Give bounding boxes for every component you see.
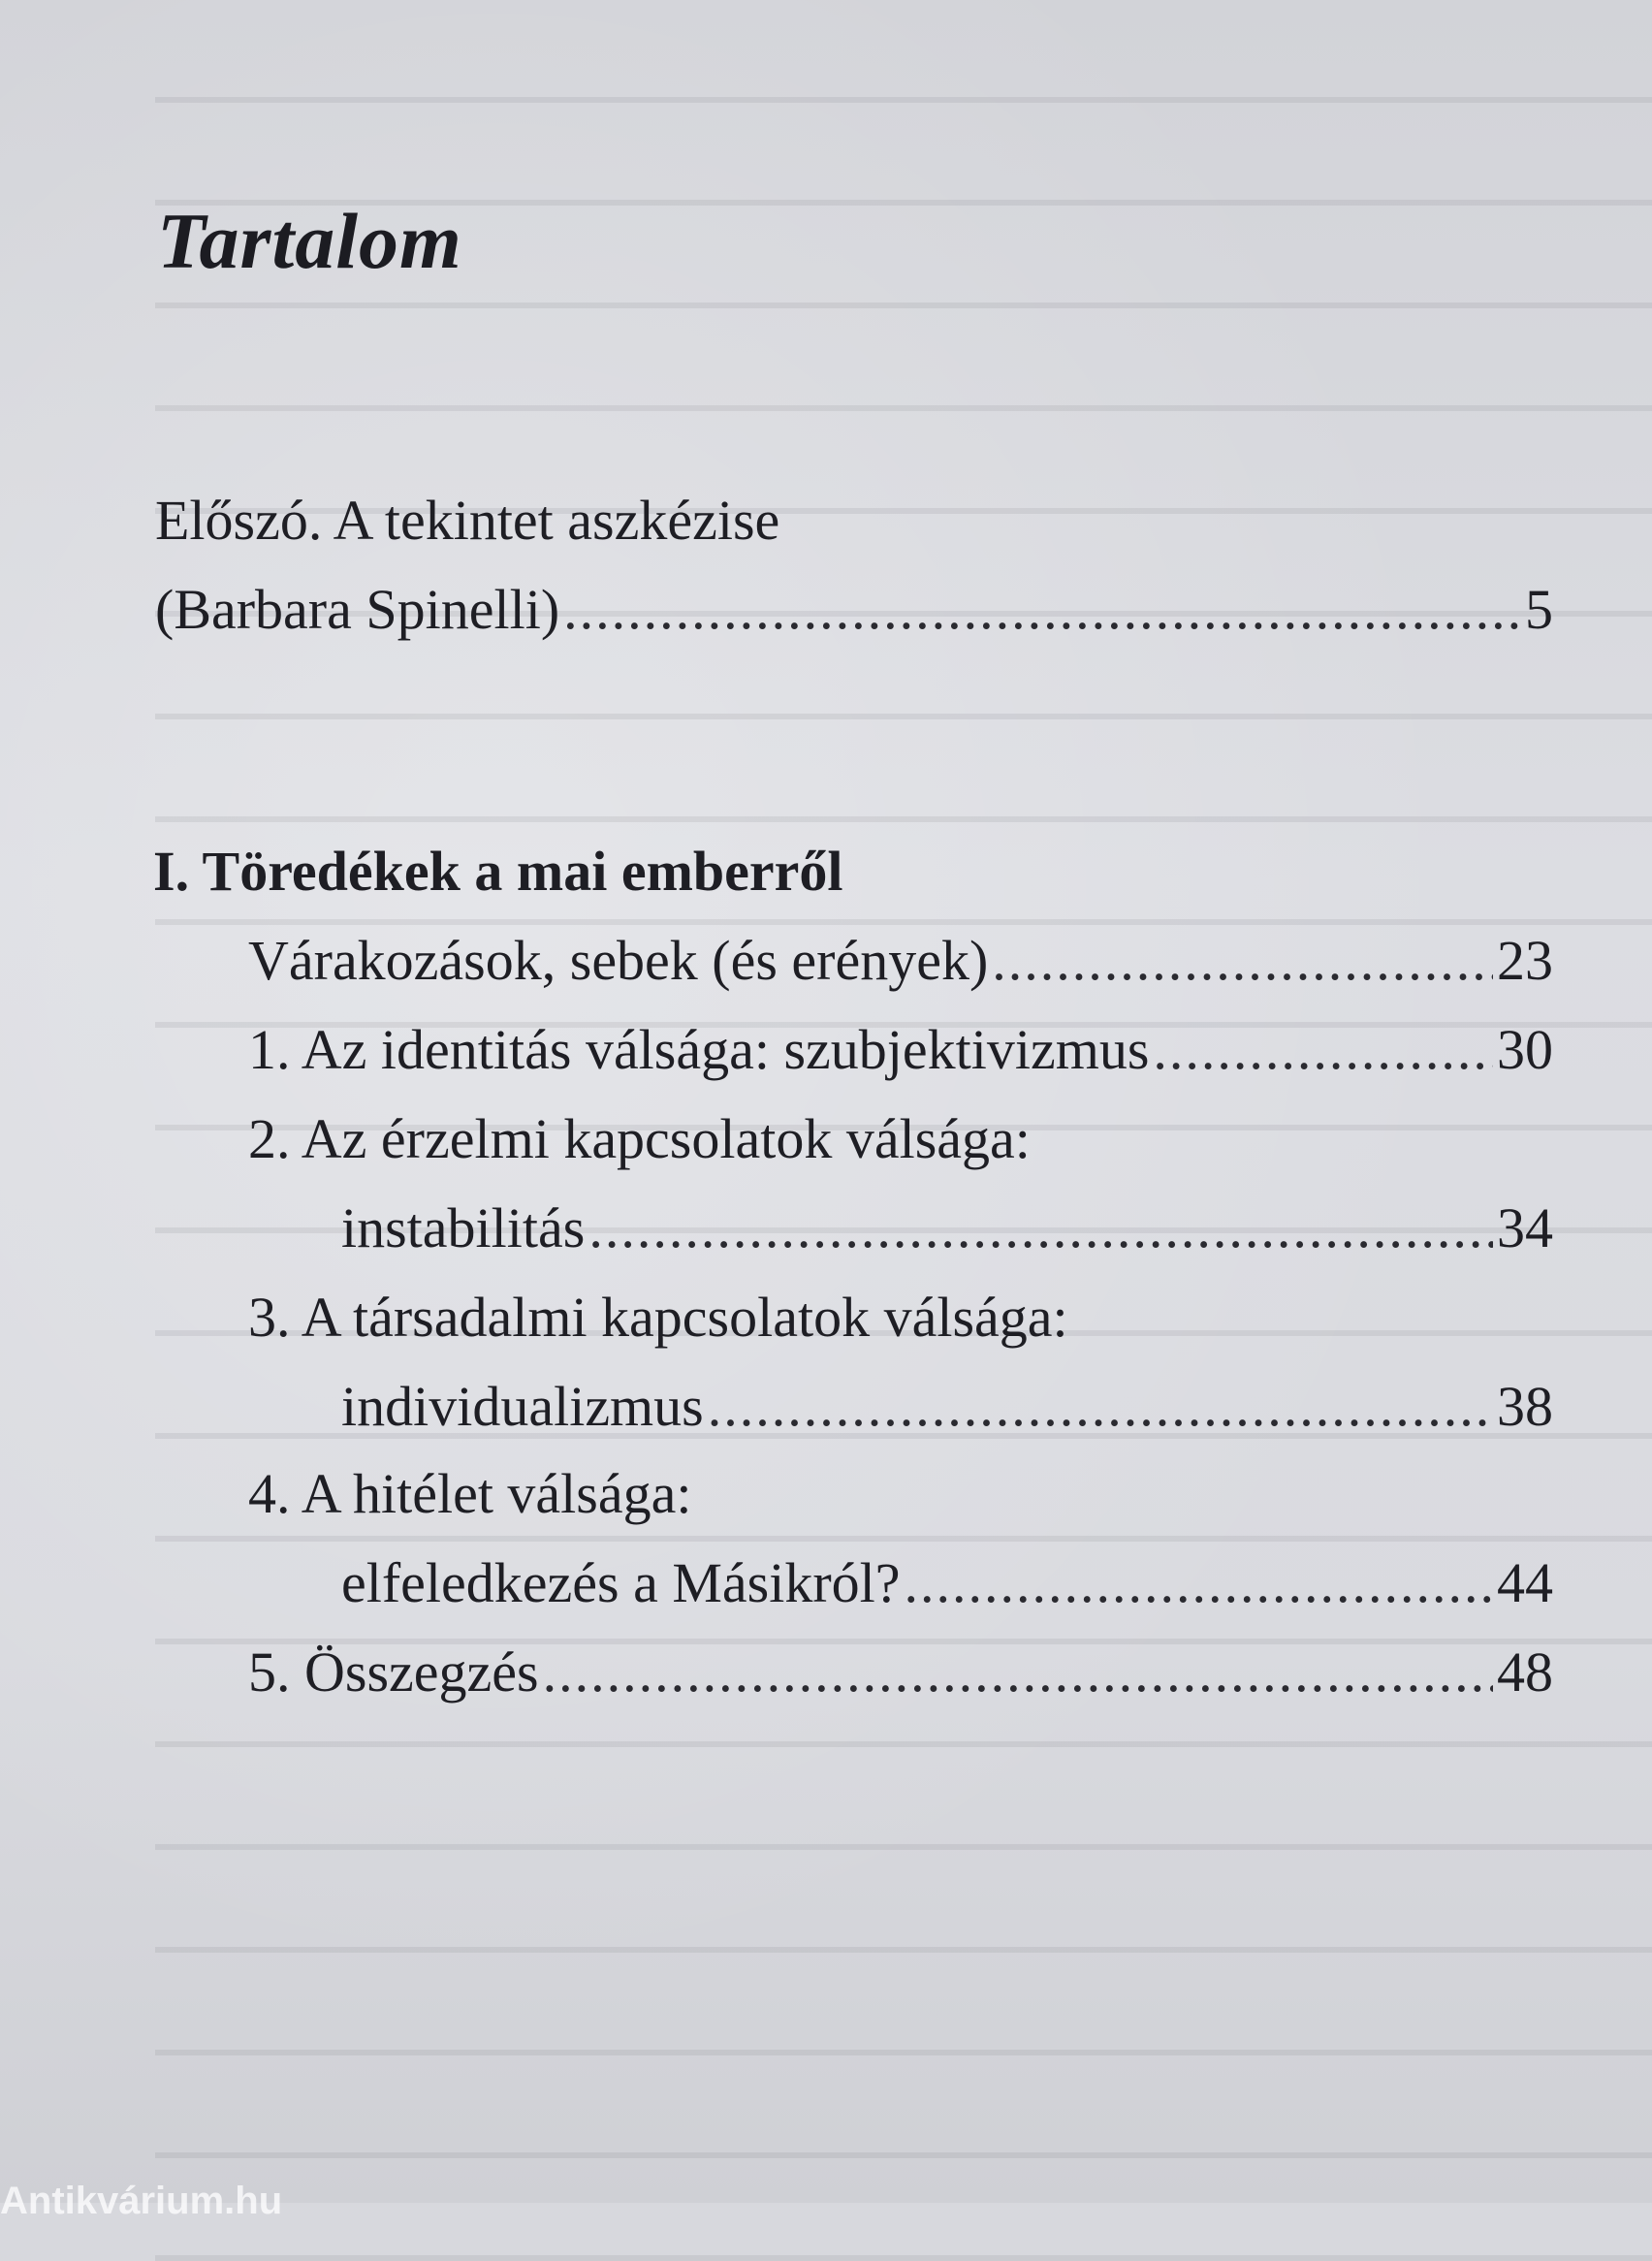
toc-entry-4-line1: 4. A hitélet válsága: xyxy=(248,1462,692,1525)
toc-entry-4 xyxy=(341,1551,1553,1614)
toc-entry-label: individualizmus xyxy=(341,1375,704,1438)
dot-leader xyxy=(1153,1022,1493,1078)
toc-entry-foreword xyxy=(155,578,1553,641)
toc-entry-2 xyxy=(341,1196,1553,1259)
dot-leader xyxy=(992,933,1493,989)
watermark: Antikvárium.hu xyxy=(0,2180,283,2222)
toc-entry-1 xyxy=(248,1018,1553,1081)
toc-page-number: 34 xyxy=(1497,1196,1553,1259)
toc-page-number: 30 xyxy=(1497,1018,1553,1081)
toc-entry-2-line1: 2. Az érzelmi kapcsolatok válsága: xyxy=(248,1107,1031,1170)
toc-entry-label: (Barbara Spinelli) xyxy=(155,578,560,641)
toc-entry-label: instabilitás xyxy=(341,1196,586,1259)
toc-entry-label: Várakozások, sebek (és erények) xyxy=(248,929,989,992)
toc-page-number: 48 xyxy=(1497,1640,1553,1704)
dot-leader xyxy=(563,582,1521,638)
dot-leader xyxy=(543,1644,1493,1701)
toc-page-number: 38 xyxy=(1497,1375,1553,1438)
dot-leader xyxy=(905,1555,1494,1611)
toc-entry-3 xyxy=(341,1375,1553,1438)
toc-page-number: 23 xyxy=(1497,929,1553,992)
show-through-text xyxy=(155,0,1652,2203)
dot-leader xyxy=(588,1200,1493,1257)
toc-entry-5 xyxy=(248,1640,1553,1704)
toc-entry-label: 5. Összegzés xyxy=(248,1640,539,1704)
toc-foreword-line1: Előszó. A tekintet aszkézise xyxy=(155,489,780,552)
part-heading: I. Töredékek a mai emberről xyxy=(153,840,843,903)
toc-entry-label: 1. Az identitás válsága: szubjektivizmus xyxy=(248,1018,1150,1081)
dot-leader xyxy=(708,1379,1493,1435)
toc-page-number: 44 xyxy=(1497,1551,1553,1614)
toc-page-number: 5 xyxy=(1525,578,1553,641)
page-title: Tartalom xyxy=(157,197,462,285)
toc-entry-label: elfeledkezés a Másikról? xyxy=(341,1551,901,1614)
toc-entry-0 xyxy=(248,929,1553,992)
toc-entry-3-line1: 3. A társadalmi kapcsolatok válsága: xyxy=(248,1286,1068,1349)
